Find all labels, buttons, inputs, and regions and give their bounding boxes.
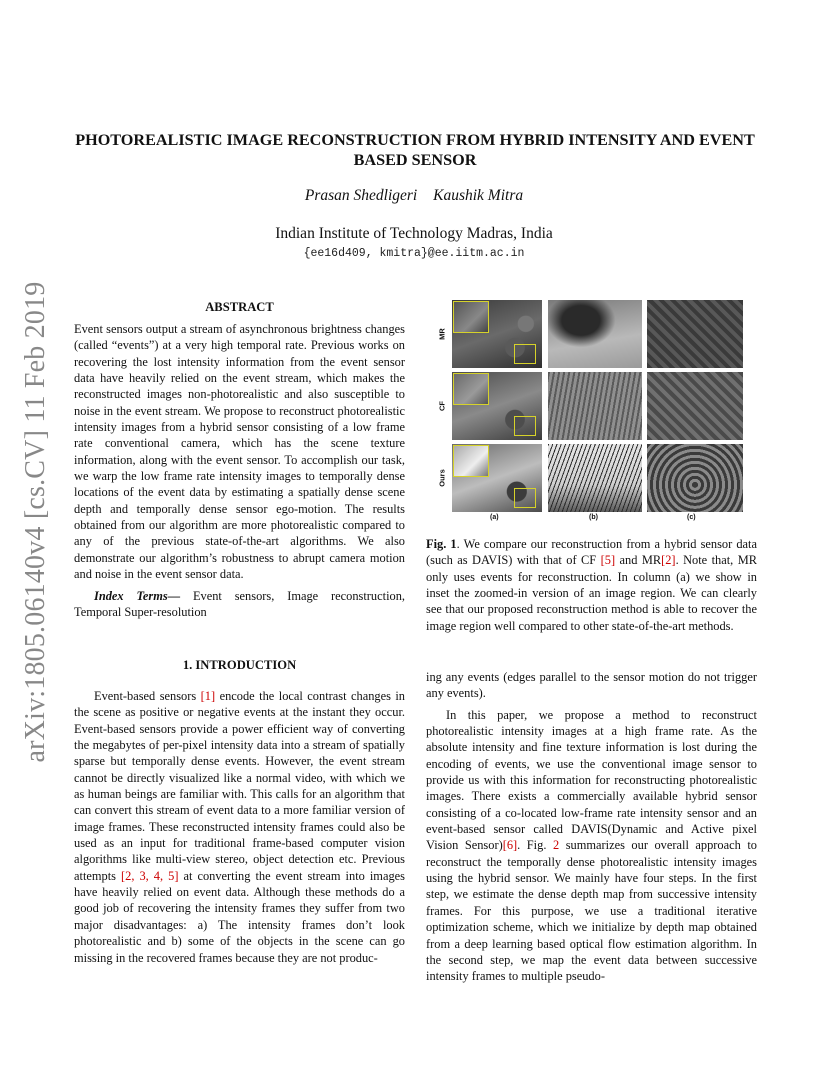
abstract-text: Event sensors output a stream of asynchronous brightness changes (called “events”) at a very high temporal rate. Previous works on recovering the lost intensity information from the event sensor data have heavily relied on the event stream, which makes the reconstructed images non-photorealistic and also susceptible to noise in the event stream. We propose to reconstruct photorealistic intensity images from a hybrid sensor consisting of a low frame rate conventional camera, which has the scene texture information, along with the event sensor. To accomplish our task, we warp the low frame rate intensity images to temporally dense locations of the event data by estimating a spatially dense scene depth and temporally dense sensor ego-motion. The results obtained from our algorithm are more photorealistic compared to any of the previous state-of-the-art algorithms. We also demonstrate our algorithm’s robustness to abrupt camera motion and noise in the event sensor data. [74,322,405,582]
zoom-inset [453,373,489,405]
zoom-inset [453,445,489,477]
row-label-ours: Ours [437,469,447,487]
arxiv-stamp: arXiv:1805.06140v4 [cs.CV] 11 Feb 2019 [20,281,51,763]
zoom-region-box [514,416,536,436]
figure-1 [432,296,752,528]
intro-paragraph-1: Event-based sensors [1] encode the local contrast changes in the scene as positive or negative events at the instant they occur. Event-based sensors provide a power efficient way of converting the megabytes of per-pixel intensity data into a stream of spatially sparse but temporally dense events. However, the event stream cannot be directly visualized like a normal video, with which we as human beings are familiar with. This calls for an algorithm that can convert this stream of event data to a more familiar version of image frames. These reconstructed intensity frames could also be used as an input for traditional frame-based computer vision algorithms like multi-view stereo, object detection etc. Previous attempts [2, 3, 4, 5] at converting the event stream into images have heavily relied on event data. Although these methods do a good job of recovering the intensity frames they suffer from two major disadvantages: a) The intensity frames don’t look photorealistic and b) some of the objects in the scene can go missing in the recovered frames because they are not produc- [74,689,406,965]
figure-image-mr-a [452,300,542,368]
figure-image-cf-c [647,372,743,440]
index-terms [74,588,405,621]
citation-link[interactable]: [5] [600,553,616,568]
citation-link[interactable]: 4, [153,868,164,883]
author-name: Prasan Shedligeri [304,187,418,204]
figure-reference-link[interactable]: 2 [552,838,560,853]
figure-image-mr-b [548,300,642,368]
index-terms-text: Event sensors, Image reconstruction, Temporal Super-resolution [74,588,405,619]
citation-link[interactable]: [6] [502,838,518,853]
figure-image-ours-a [452,444,542,512]
citation-link[interactable]: [2, [121,868,135,883]
column-label-a: (a) [490,514,499,521]
author-name: Kaushik Mitra [433,187,524,204]
figure-image-cf-b [548,372,642,440]
section-heading-introduction: 1. INTRODUCTION [182,658,297,672]
arxiv-stamp-container [0,0,60,1072]
citation-link[interactable]: 5] [168,868,179,883]
figure-1-caption: Fig. 1. We compare our reconstruction from a hybrid sensor data (such as DAVIS) with that of CF [5] and MR[2]. Note that, MR only uses events for reconstruction. In column (a) we show in inset the zoomed-in version of an image region. We can clearly see that our proposed reconstruction method is able to recover the image region well compared to other state-of-the-art methods. [426,537,757,633]
abstract-body [74,321,405,620]
intro-column-left [74,688,405,966]
author-list [0,187,828,205]
author-email: {ee16d409, kmitra}@ee.iitm.ac.in [303,247,525,260]
column-label-b: (b) [589,514,598,521]
figure-image-ours-c [647,444,743,512]
abstract-heading: ABSTRACT [205,300,274,314]
figure-image-mr-c [647,300,743,368]
affiliation: Indian Institute of Technology Madras, India [275,225,553,242]
zoom-region-box [514,344,536,364]
citation-link[interactable]: 3, [139,868,149,883]
index-terms-label: Index Terms— [94,588,181,603]
zoom-region-box [514,488,536,508]
intro-paragraph-2: In this paper, we propose a method to reconstruct photorealistic intensity images at a high frame rate. As the absolute intensity and fine texture information is lost during the encoding of events, we use the conventional image sensor to provide us with this information for reconstructing photorealistic images. There exists a commercially available hybrid sensor consisting of a co-located low-frame rate intensity sensor and an event-based sensor called DAVIS(Dynamic and Active pixel Vision Sensor)[6]. Fig. 2 summarizes our overall approach to reconstruct the temporally dense photorealistic intensity images using the hybrid sensor. We mainly have four steps. In the first step, we estimate the dense depth map from successive intensity frames. For this purpose, we use a traditional iterative optimization scheme, which we initialize by depth map obtained from a deep learning based optical flow estimation algorithm. In the second step, we map the event data between successive intensity frames to multiple pseudo- [426,707,758,984]
column-label-c: (c) [687,514,696,521]
citation-link[interactable]: [2] [661,553,676,568]
row-label-mr: MR [437,328,447,340]
caption-label: Fig. 1 [426,537,457,551]
citation-link[interactable]: [1] [200,689,216,703]
figure-image-cf-a [452,372,542,440]
row-label-cf: CF [437,401,447,411]
paper-title: PHOTOREALISTIC IMAGE RECONSTRUCTION FROM HYBRID INTENSITY AND EVENT BASED SENSOR [75,131,755,169]
zoom-inset [453,301,489,333]
figure-image-ours-b [548,444,642,512]
intro-paragraph-1-continued: ing any events (edges parallel to the sensor motion do not trigger any events). [426,670,757,701]
intro-column-right [426,669,757,985]
